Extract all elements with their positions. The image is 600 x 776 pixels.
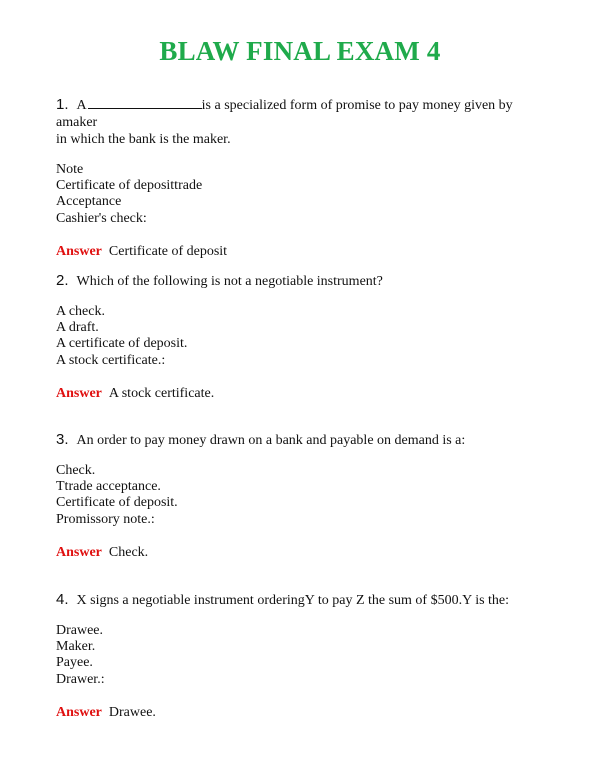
question-2-stem — [56, 272, 556, 290]
option-list — [56, 463, 556, 528]
option: Acceptance — [56, 194, 122, 210]
question-text: Which of the following is not a negotiable instrument? — [76, 274, 383, 289]
answer-line — [56, 544, 556, 561]
answer-text: Drawee. — [108, 704, 156, 720]
option-list — [56, 623, 556, 688]
page-title: BLAW FINAL EXAM 4 — [159, 36, 441, 66]
option: A stock certificate.: — [56, 352, 166, 368]
option: Cashier's check: — [56, 210, 147, 226]
answer-label: Answer — [56, 704, 102, 720]
answer-line — [56, 704, 556, 721]
answer-text: Certificate of deposit — [108, 243, 228, 259]
question-1-text-after: is a specialized form of promise to pay money given by amaker — [56, 98, 513, 130]
question-number: 4. — [56, 591, 69, 608]
answer-label: Answer — [56, 385, 102, 401]
fill-in-blank — [88, 96, 202, 109]
question-1-text-before: A — [76, 98, 87, 113]
option: A draft. — [56, 320, 99, 336]
question-number: 1. — [56, 96, 69, 113]
answer-text: A stock certificate. — [108, 385, 215, 401]
option: Certificate of deposit. — [56, 495, 178, 511]
option: Ttrade acceptance. — [56, 479, 161, 495]
option: Check. — [56, 463, 96, 478]
question-text: X signs a negotiable instrument orderingY to pay Z the sum of $500.Y is the: — [76, 593, 510, 608]
answer-line — [56, 385, 556, 402]
option: Drawer.: — [56, 671, 105, 687]
option: Drawee. — [56, 623, 104, 638]
option: Note — [56, 162, 84, 177]
question-1-stem — [56, 96, 556, 131]
question-1 — [56, 96, 556, 260]
answer-line — [56, 243, 556, 260]
option: Promissory note.: — [56, 511, 155, 527]
question-number: 2. — [56, 272, 69, 289]
option: Certificate of deposittrade — [56, 178, 203, 194]
option: A check. — [56, 304, 105, 319]
question-1-text-line2: in which the bank is the maker. — [56, 132, 231, 147]
question-4 — [56, 591, 556, 721]
option: A certificate of deposit. — [56, 336, 188, 352]
answer-text: Check. — [108, 544, 149, 560]
answer-label: Answer — [56, 544, 102, 560]
question-2 — [56, 272, 556, 402]
question-4-stem — [56, 591, 556, 609]
question-3-stem — [56, 431, 556, 449]
option-list — [56, 304, 556, 369]
option: Payee. — [56, 655, 93, 671]
question-3 — [56, 431, 556, 561]
option-list — [56, 162, 556, 227]
answer-label: Answer — [56, 243, 102, 259]
option: Maker. — [56, 639, 96, 655]
question-text: An order to pay money drawn on a bank and payable on demand is a: — [76, 433, 466, 448]
question-number: 3. — [56, 431, 69, 448]
